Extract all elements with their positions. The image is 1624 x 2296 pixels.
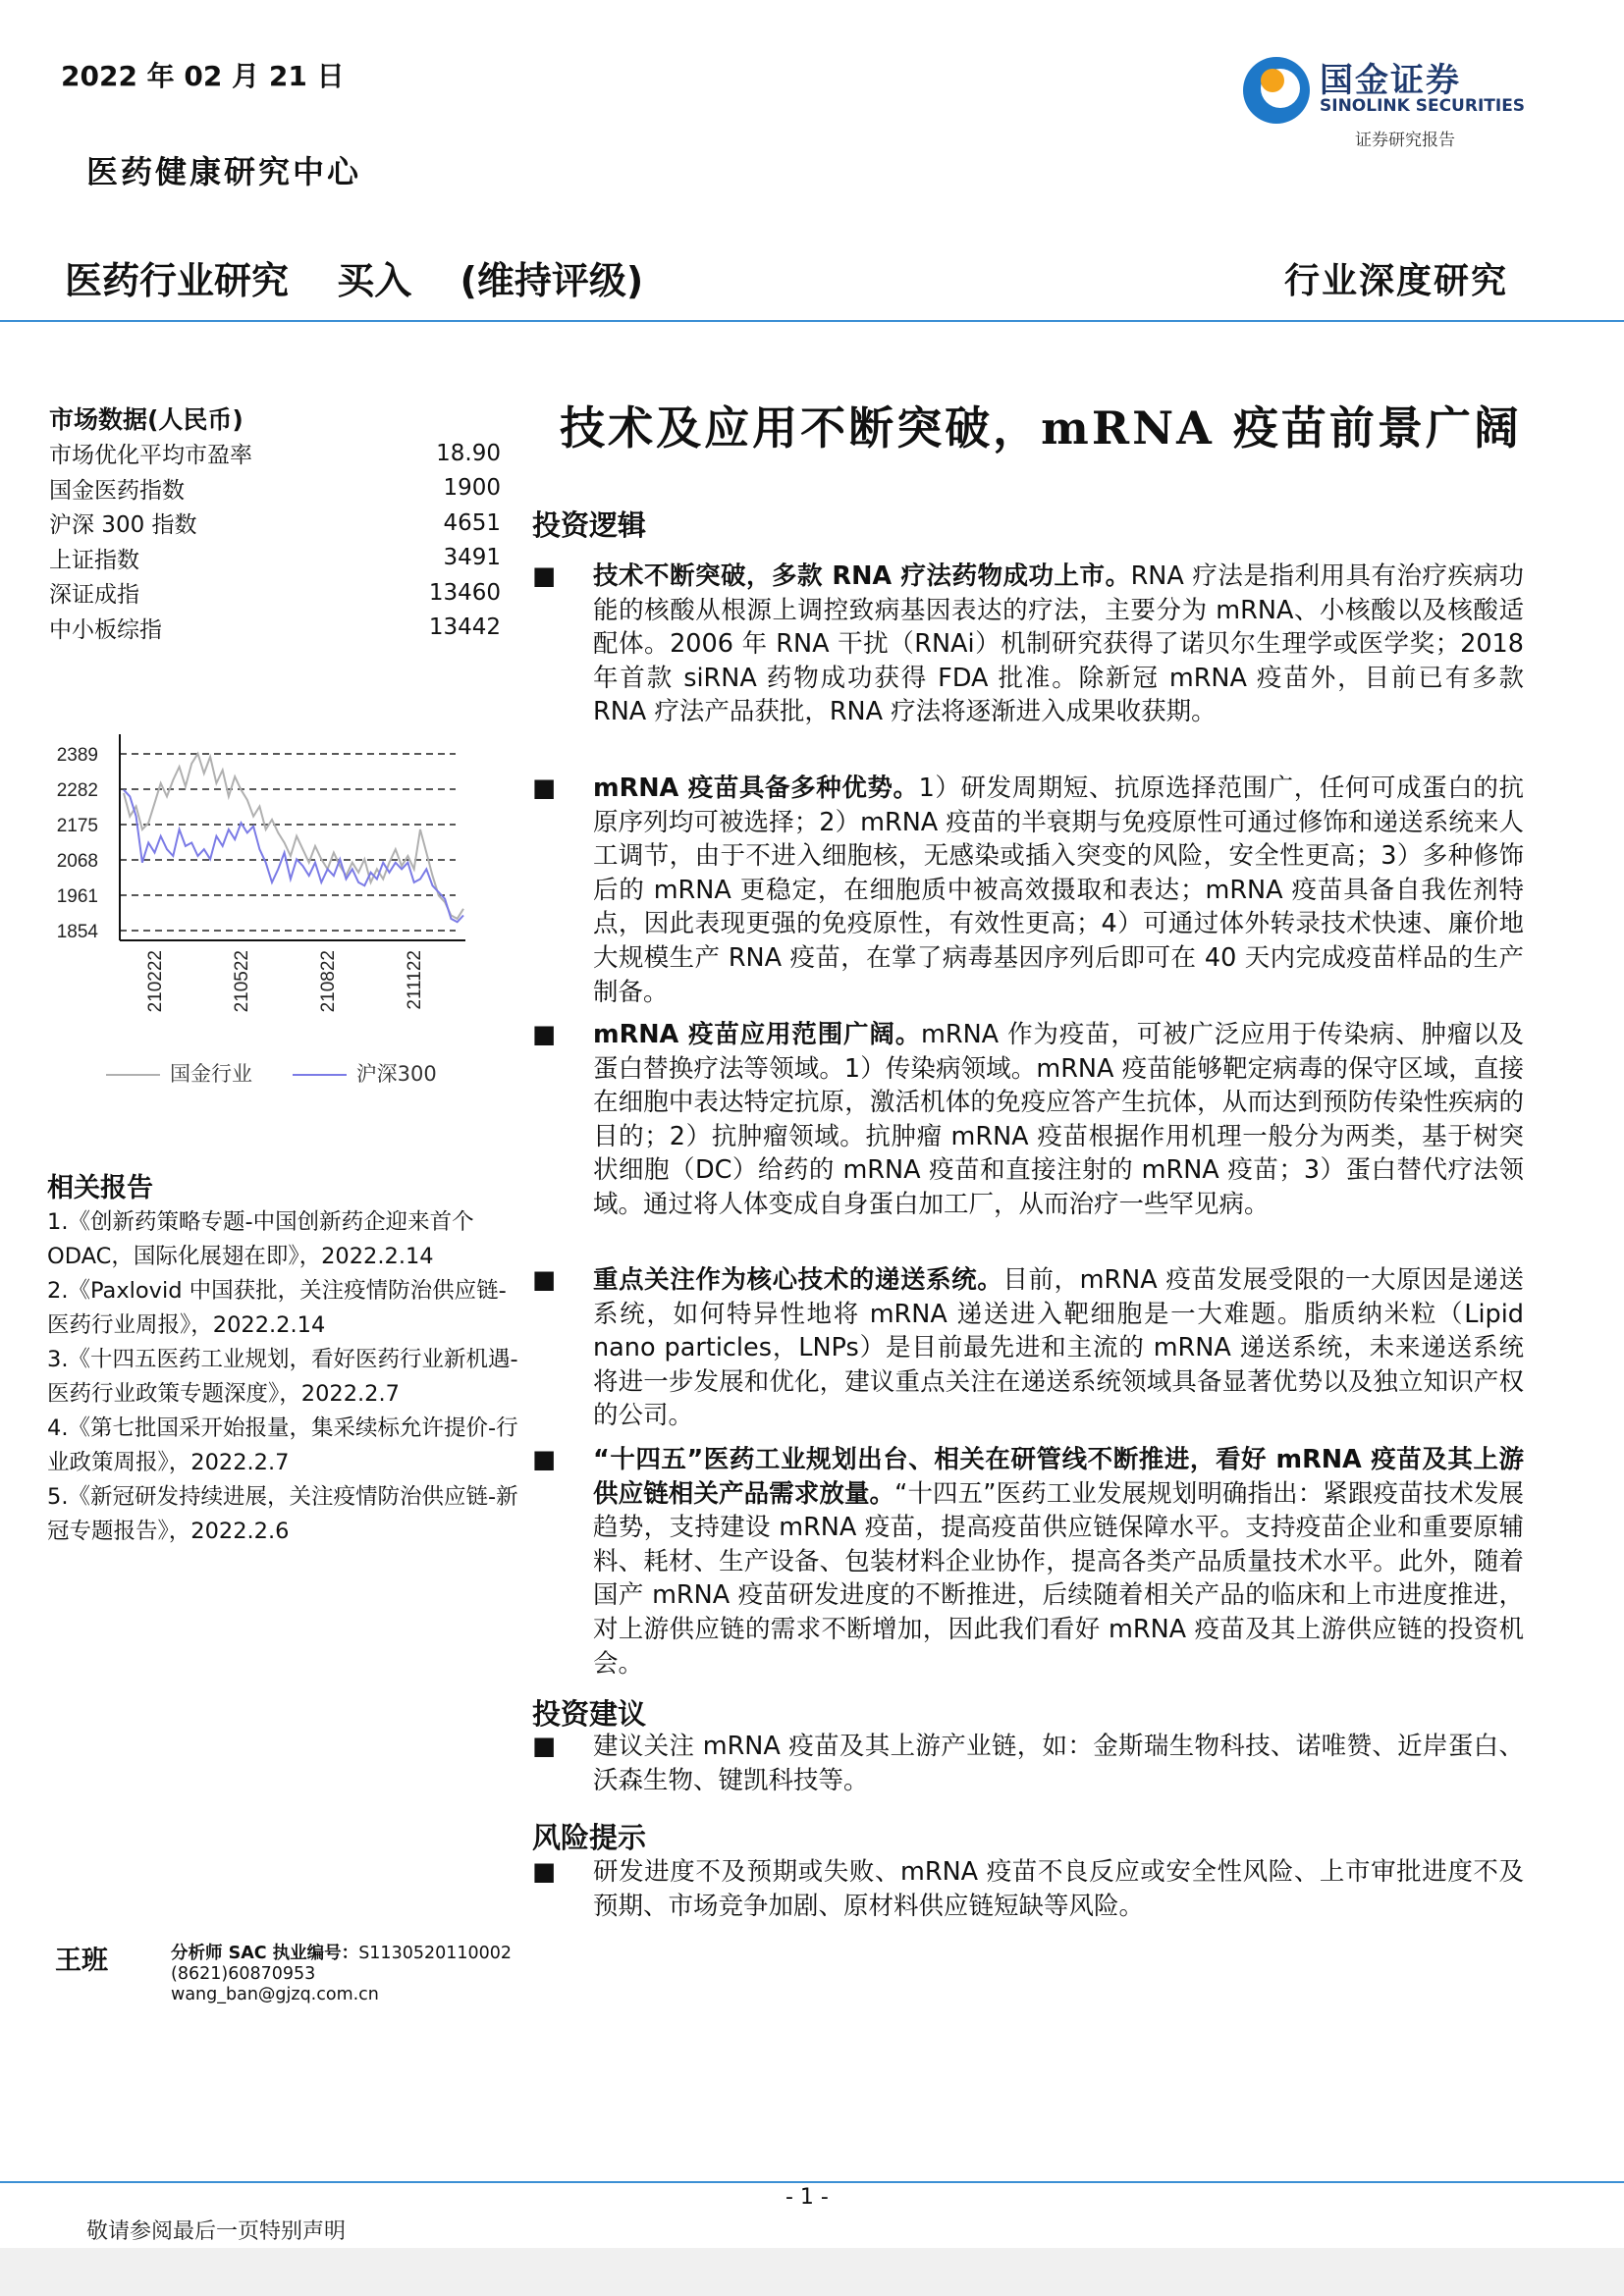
disclaimer-note: 敬请参阅最后一页特别声明 (86, 2219, 347, 2244)
x-tick-label: 210222 (145, 950, 166, 1013)
bullet-square-icon: ■ (532, 1732, 557, 1761)
bullet-square-icon: ■ (532, 1265, 557, 1295)
y-tick-label: 2068 (56, 851, 98, 872)
logo-english-name: SINOLINK SECURITIES (1320, 96, 1526, 116)
risk-title: 风险提示 (532, 1821, 647, 1854)
bullet-text: “十四五”医药工业发展规划明确指出：紧跟疫苗技术发展趋势，支持建设 mRNA 疫苗，提高疫苗供应链保障水平。支持疫苗企业和重要原辅料、耗材、生产设备、包装材料企业协作，提高各类产品质量技术水平。此外，随着国产 mRNA 疫苗研发进度的不断推进，后续随着相关产品的临床和上市进度推进，对上游供应链的需求不断增加，因此我们看好 mRNA 疫苗及其上游供应链的投资机会。 (593, 1478, 1524, 1679)
report-category: 行业深度研究 (1284, 261, 1509, 301)
row-value: 4651 (443, 509, 501, 536)
logic-bullet (532, 1263, 1524, 1433)
x-tick-label: 211122 (405, 950, 425, 1010)
legend-label: 国金行业 (170, 1062, 252, 1086)
footer-divider (0, 2181, 1624, 2183)
legend-item-industry (106, 1062, 252, 1086)
y-tick-label: 2389 (56, 745, 98, 766)
investment-advice-title: 投资建议 (532, 1697, 647, 1731)
bullet-heading: mRNA 疫苗应用范围广阔。 (593, 1020, 922, 1049)
table-row (49, 541, 501, 576)
legend-swatch (293, 1074, 347, 1076)
bullet-heading: 重点关注作为核心技术的递送系统。 (593, 1265, 1003, 1295)
series-line (124, 790, 463, 923)
y-tick-label: 2175 (56, 816, 98, 836)
bullet-text: RNA 疗法是指利用具有治疗疾病功能的核酸从根源上调控致病基因表达的疗法，主要分为 mRNA、小核酸以及核酸适配体。2006 年 RNA 干扰（RNAi）机制研究获得了诺贝尔生理学或医学奖；2018 年首款 siRNA 药物成功获得 FDA 批准。除新冠 mRNA 疫苗外，目前已有多款 RNA 疗法产品获批，RNA 疗法将逐渐进入成果收获期。 (593, 561, 1524, 727)
company-logo (1239, 51, 1543, 130)
report-title: 技术及应用不断突破，mRNA 疫苗前景广阔 (560, 401, 1522, 454)
logic-bullet (532, 1443, 1524, 1681)
row-value: 13460 (428, 579, 501, 606)
market-data-table (49, 436, 501, 645)
row-value: 13442 (428, 614, 501, 641)
chart-legend (106, 1058, 470, 1088)
related-report-item[interactable]: 3.《十四五医药工业规划，看好医药行业新机遇-医药行业政策专题深度》，2022.2.7 (47, 1347, 518, 1407)
logic-bullet (532, 772, 1524, 1009)
bullet-text: mRNA 作为疫苗，可被广泛应用于传染病、肿瘤以及蛋白替换疗法等领域。1）传染病领域。mRNA 疫苗能够靶定病毒的保守区域，直接在细胞中表达特定抗原，激活机体的免疫应答产生抗体，从而达到预防传染性疾病的目的；2）抗肿瘤领域。抗肿瘤 mRNA 疫苗根据作用机理一般分为两类，基于树突状细胞（DC）给药的 mRNA 疫苗和直接注射的 mRNA 疫苗；3）蛋白替代疗法领域。通过将人体变成自身蛋白加工厂，从而治疗一些罕见病。 (593, 1020, 1524, 1219)
risk-bullet (532, 1855, 1524, 1923)
rating-note: (维持评级) (460, 259, 644, 302)
advice-text: 建议关注 mRNA 疫苗及其上游产业链，如：金斯瑞生物科技、诺唯赞、近岸蛋白、沃森生物、键凯科技等。 (593, 1732, 1524, 1795)
analyst-phone: (8621)60870953 (171, 1964, 316, 1984)
bullet-heading: mRNA 疫苗具备多种优势。 (593, 774, 919, 803)
related-report-item[interactable]: 2.《Paxlovid 中国获批，关注疫情防治供应链-医药行业周报》，2022.2.14 (47, 1278, 507, 1338)
y-tick-label: 1854 (56, 922, 98, 942)
page-number: - 1 - (785, 2185, 829, 2210)
table-row (49, 611, 501, 646)
bullet-square-icon: ■ (532, 1020, 557, 1049)
investment-logic-title: 投资逻辑 (532, 508, 647, 542)
table-row (49, 575, 501, 611)
logic-bullet (532, 1018, 1524, 1222)
research-center-name: 医药健康研究中心 (86, 153, 362, 190)
y-tick-label: 2282 (56, 780, 98, 801)
logo-emblem-icon (1241, 55, 1312, 126)
rating: 买入 (337, 259, 412, 302)
row-value: 3491 (443, 545, 501, 571)
y-tick-label: 1961 (56, 886, 98, 907)
row-label: 上证指数 (49, 547, 139, 573)
row-label: 深证成指 (49, 582, 139, 609)
legend-label: 沪深300 (355, 1062, 437, 1086)
row-value: 18.90 (436, 440, 501, 466)
analyst-cert-label: 分析师 SAC 执业编号： (171, 1944, 359, 1963)
x-tick-label: 210522 (232, 950, 252, 1013)
analyst-email[interactable]: wang_ban@gjzq.com.cn (171, 1985, 379, 2004)
bullet-text: 1）研发周期短、抗原选择范围广，任何可成蛋白的抗原序列均可被选择；2）mRNA 疫苗的半衰期与免疫原性可通过修饰和递送系统来人工调节，由于不进入细胞核，无感染或插入突变的风险，安全性更高；3）多种修饰后的 mRNA 更稳定，在细胞质中被高效摄取和表达；mRNA 疫苗具备自我佐剂特点，因此表现更强的免疫原性，有效性更高；4）可通过体外转录技术快速、廉价地大规模生产 RNA 疫苗，在掌了病毒基因序列后即可在 40 天内完成疫苗样品的生产制备。 (593, 774, 1524, 1007)
bullet-square-icon: ■ (532, 1445, 557, 1474)
risk-text: 研发进度不及预期或失败、mRNA 疫苗不良反应或安全性风险、上市审批进度不及预期、市场竞争加剧、原材料供应链短缺等风险。 (593, 1857, 1524, 1921)
logo-chinese-name: 国金证券 (1320, 61, 1461, 100)
related-reports-title: 相关报告 (47, 1173, 153, 1203)
market-data-title: 市场数据(人民币) (49, 405, 244, 434)
legend-item-hs300 (293, 1062, 437, 1086)
bullet-square-icon: ■ (532, 1857, 557, 1887)
table-row (49, 436, 501, 471)
row-label: 沪深 300 指数 (49, 512, 197, 539)
logic-bullet (532, 560, 1524, 729)
row-label: 中小板综指 (49, 616, 162, 643)
related-reports-list (47, 1205, 528, 1549)
bullet-heading: “十四五”医药工业规划出台、相关在研管线不断推进，看好 mRNA 疫苗及其上游供应链相关产品需求放量。 (593, 1445, 1524, 1509)
index-performance-chart (41, 717, 473, 1031)
report-type-label: 证券研究报告 (1355, 131, 1455, 150)
table-row (49, 471, 501, 507)
row-label: 市场优化平均市盈率 (49, 443, 252, 469)
row-value: 1900 (443, 475, 501, 502)
legend-swatch (106, 1074, 160, 1076)
industry-name: 医药行业研究 (65, 259, 290, 302)
related-report-item[interactable]: 5.《新冠研发持续进展，关注疫情防治供应链-新冠专题报告》，2022.2.6 (47, 1484, 518, 1544)
bullet-square-icon: ■ (532, 774, 557, 803)
row-label: 国金医药指数 (49, 477, 185, 504)
table-row (49, 506, 501, 541)
industry-rating-line (65, 250, 678, 304)
analyst-name: 王班 (55, 1946, 108, 1976)
related-report-item[interactable]: 4.《第七批国采开始报量，集采续标允许提价-行业政策周报》，2022.2.7 (47, 1415, 518, 1475)
analyst-cert-number: S1130520110002 (358, 1944, 513, 1963)
bullet-text: 目前，mRNA 疫苗发展受限的一大原因是递送系统，如何特异性地将 mRNA 递送进入靶细胞是一大难题。脂质纳米粒（Lipid nano particles，LNPs）是目前最先进和主流的 mRNA 递送系统，未来递送系统将进一步发展和优化，建议重点关注在递送系统领域具备显著优势以及独立知识产权的公司。 (593, 1265, 1524, 1431)
bullet-square-icon: ■ (532, 561, 557, 591)
bullet-heading: 技术不断突破，多款 RNA 疗法药物成功上市。 (593, 561, 1131, 591)
header-divider (0, 320, 1624, 322)
x-tick-label: 210822 (318, 950, 339, 1013)
advice-bullet (532, 1730, 1524, 1797)
series-line (124, 754, 463, 919)
related-report-item[interactable]: 1.《创新药策略专题-中国创新药企迎来首个 ODAC，国际化展翅在即》，2022.2.14 (47, 1209, 474, 1269)
report-date: 2022 年 02 月 21 日 (61, 60, 345, 92)
footer-band (0, 2248, 1624, 2296)
analyst-info (171, 1944, 512, 2005)
